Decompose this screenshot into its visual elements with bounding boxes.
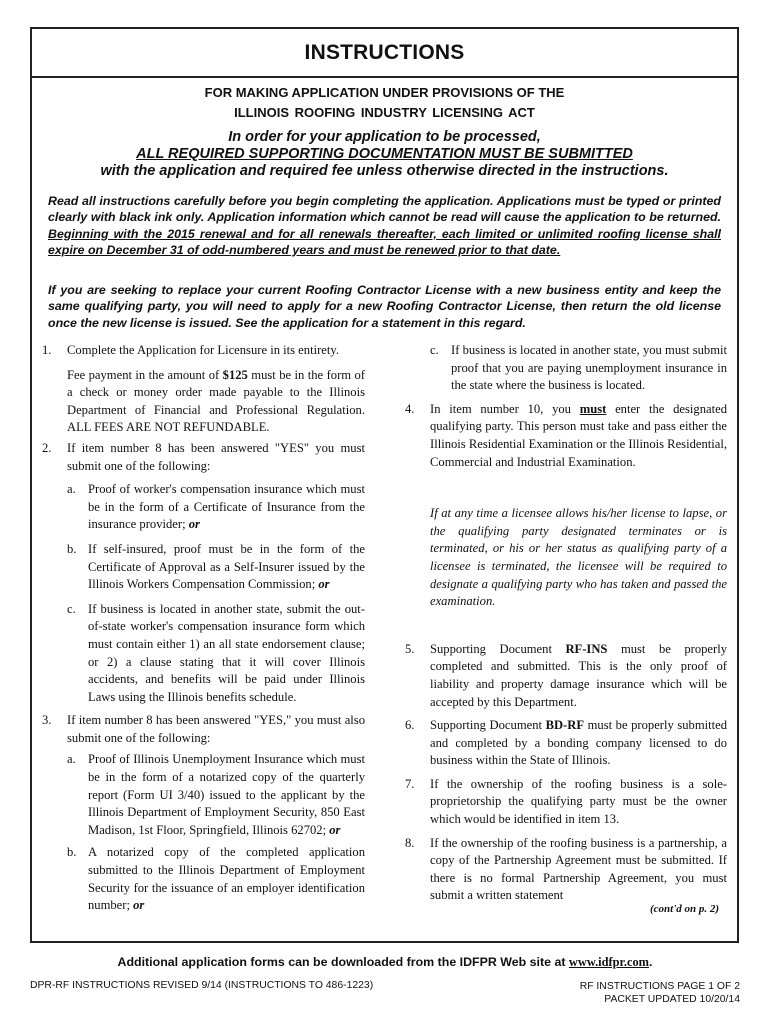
must-text: must (579, 401, 607, 416)
sub-item-letter: a. (67, 752, 76, 767)
sub-item-letter: c. (67, 601, 76, 616)
fee-text: Fee payment in the amount of (67, 367, 223, 382)
item-number: 1. (42, 343, 52, 357)
fee-text-cont: must be in the form of a check or money order made payable to the Illinois Department of Financial and Professional Regulation. ALL FEES ARE NOT REFUNDABLE. (67, 367, 365, 435)
notice-line-1: In order for your application to be processed, (228, 129, 541, 145)
title-bar (32, 29, 737, 78)
document-code: BD-RF (545, 718, 585, 733)
idfpr-link[interactable]: www.idfpr.com (568, 955, 650, 969)
item-number: 8. (405, 835, 415, 850)
item-text-cont: enter the designated qualifying party. This person must take and pass either the Illinois Residential Examination or the Illinois Residential, Commercial and Industrial Examination. (430, 401, 727, 469)
sub-item (67, 751, 365, 839)
item-text: If item number 8 has been answered "YES," you must also submit one of the following: (67, 713, 365, 745)
or-text: or (329, 822, 341, 837)
item-text: In item number 10, you (430, 401, 580, 416)
sub-item-letter: b. (67, 845, 77, 860)
sub-item-text: If business is located in another state, submit the out-of-state worker's compensation insurance form which must contain either 1) an all state endorsement clause; or 2) a clause stating that it will cover Illinois accidents, and benefits will be paid under Illinois Laws using the Illinois benefits schedule. (88, 601, 365, 704)
item-number: 3. (42, 713, 52, 728)
item-text: If the ownership of the roofing business is a partnership, a copy of the Partnership Agreement must be submitted. If there is no formal Partnership Agreement, you must submit a written statement (430, 835, 727, 903)
list-item (42, 342, 365, 437)
continued-note: (cont'd on p. 2) (650, 903, 720, 915)
page-number: RF INSTRUCTIONS PAGE 1 OF 2 (579, 981, 740, 992)
item-text-cont: must be properly submitted and completed by a bonding company licensed to do business within the State of Illinois. (430, 718, 728, 768)
item-text: If the ownership of the roofing business is a sole-proprietorship the qualifying party must be the owner which would be identified in item 13. (430, 776, 727, 827)
replace-license-paragraph: If you are seeking to replace your current Roofing Contractor License with a new business entity and keep the same qualifying party, you will need to apply for a new Roofing Contractor License, then return the old license once the new license is issued. See the application for a statement in this regard. (48, 283, 721, 330)
form-revision: DPR-RF INSTRUCTIONS REVISED 9/14 (INSTRUCTIONS TO 486-1223) (30, 980, 374, 991)
lapse-note: If at any time a licensee allows his/her license to lapse, or the qualifying party designated terminates or is terminated, or his or her status as qualifying party of a licensee is terminated, the licensee will be required to designate a qualifying party who has taken and passed the examination. (430, 506, 727, 609)
sub-item-text: If business is located in another state, you must submit proof that you are paying unemployment insurance in the state where the business is located. (451, 343, 727, 393)
list-item (405, 717, 727, 770)
sub-item (67, 601, 365, 707)
page-title: INSTRUCTIONS (304, 40, 465, 64)
sub-item (67, 481, 365, 534)
notice-line-2: ALL REQUIRED SUPPORTING DOCUMENTATION MUST BE SUBMITTED (136, 146, 633, 162)
item-number: 4. (405, 401, 415, 416)
right-column (405, 342, 727, 905)
download-text: Additional application forms can be downloaded from the IDFPR Web site at (117, 955, 569, 969)
fee-paragraph (67, 367, 365, 437)
item-text: Supporting Document (430, 641, 566, 656)
list-item (42, 440, 365, 706)
item-number: 5. (405, 641, 415, 656)
item-text: Supporting Document (430, 718, 546, 733)
item-text: Complete the Application for Licensure in its entirety. (67, 343, 339, 357)
instructions-frame (30, 27, 739, 943)
sub-item (67, 844, 365, 914)
para1-text: Read all instructions carefully before you begin completing the application. Applications must be typed or printed clearly with black ink only. Application information which cannot be read will cause the application to be returned. (48, 194, 721, 225)
sub-item-text: If self-insured, proof must be in the form of the Certificate of Approval as a Self-Insurer issued by the Illinois Workers Compensation Commission; (88, 541, 365, 592)
sub-item-letter: c. (430, 343, 439, 357)
list-item (405, 776, 727, 829)
packet-updated: PACKET UPDATED 10/20/14 (604, 994, 740, 1005)
fee-amount: $125 (222, 367, 248, 382)
item-text-cont: must be properly completed and submitted. This is the only proof of liability and property damage insurance which will be accepted by this Department. (430, 641, 727, 709)
para1-underlined: Beginning with the 2015 renewal and for all renewals thereafter, each limited or unlimited roofing license shall expire on December 31 of odd-numbered years and must be renewed prior to that date. (48, 226, 721, 257)
sub-item-letter: b. (67, 541, 77, 556)
or-text: or (133, 898, 145, 913)
notice-line-3: with the application and required fee unless otherwise directed in the instructions. (100, 163, 669, 179)
or-text: or (188, 517, 200, 532)
item-text: If item number 8 has been answered "YES" you must submit one of the following: (67, 440, 365, 473)
item-number: 2. (42, 440, 52, 455)
subtitle-line-1: FOR MAKING APPLICATION UNDER PROVISIONS OF THE (204, 85, 565, 100)
document-code: RF-INS (565, 641, 608, 656)
list-item (405, 401, 727, 471)
list-item (405, 835, 727, 905)
left-column (42, 342, 365, 915)
sub-item-text: A notarized copy of the completed application submitted to the Illinois Department of Employment Security for the issuance of an employer identification number; (88, 845, 365, 913)
page-info (580, 980, 740, 1006)
list-item (42, 712, 365, 915)
period: . (649, 955, 653, 969)
download-note (0, 955, 770, 970)
read-instructions-paragraph (48, 193, 721, 258)
subtitle-line-2: ILLINOIS ROOFING INDUSTRY LICENSING ACT (234, 105, 535, 120)
or-text: or (318, 577, 330, 592)
list-item (405, 641, 727, 711)
item-number: 7. (405, 776, 415, 791)
sub-item (430, 342, 727, 395)
item-number: 6. (405, 718, 415, 733)
sub-item (67, 541, 365, 594)
sub-item-letter: a. (67, 482, 76, 497)
sub-item-text: Proof of worker's compensation insurance which must be in the form of a Certificate of Insurance from the insurance provider; (88, 482, 365, 532)
sub-item-text: Proof of Illinois Unemployment Insurance which must be in the form of a notarized copy of the quarterly report (Form UI 3/40) issued to the applicant by the Illinois Department of Employment Security, 850 East Madison, 1st Floor, Springfield, Illinois 62702; (88, 752, 365, 837)
